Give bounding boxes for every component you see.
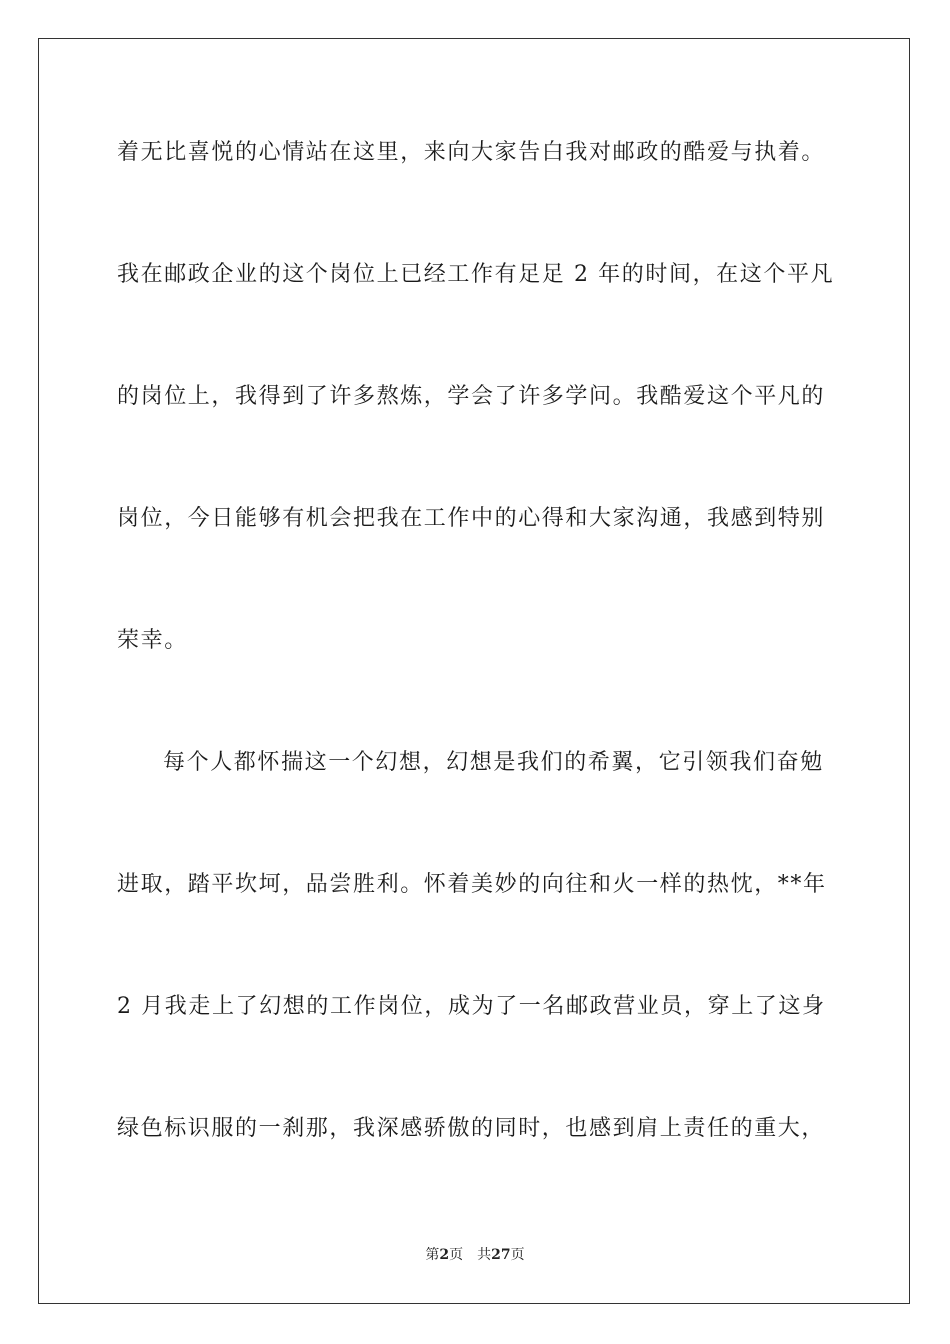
- page-prefix: 第: [425, 1247, 440, 1263]
- text-line-3: 的岗位上，我得到了许多熬炼，学会了许多学问。我酷爱这个平凡的: [117, 384, 826, 409]
- text-line-4: 岗位，今日能够有机会把我在工作中的心得和大家沟通，我感到特别: [117, 506, 826, 531]
- total-pages: 27: [491, 1247, 511, 1263]
- total-suffix: 页: [510, 1247, 525, 1263]
- total-prefix: 共: [477, 1247, 492, 1263]
- text-line-9: 绿色标识服的一刹那，我深感骄傲的同时，也感到肩上责任的重大，: [117, 1116, 826, 1141]
- text-line-1: 着无比喜悦的心情站在这里，来向大家告白我对邮政的酷爱与执着。: [117, 140, 826, 165]
- paragraph-start-line: 每个人都怀揣这一个幻想，幻想是我们的希翼，它引领我们奋勉: [163, 750, 824, 775]
- page-suffix: 页: [449, 1247, 464, 1263]
- page-number: 2: [439, 1247, 450, 1263]
- text-line-2: 我在邮政企业的这个岗位上已经工作有足足 2 年的时间，在这个平凡: [117, 262, 835, 287]
- text-line-8: 2 月我走上了幻想的工作岗位，成为了一名邮政营业员，穿上了这身: [117, 994, 826, 1019]
- text-line-7: 进取，踏平坎坷，品尝胜利。怀着美妙的向往和火一样的热忱，**年: [117, 872, 827, 897]
- text-line-5: 荣幸。: [117, 628, 188, 653]
- page-footer: [0, 1245, 950, 1265]
